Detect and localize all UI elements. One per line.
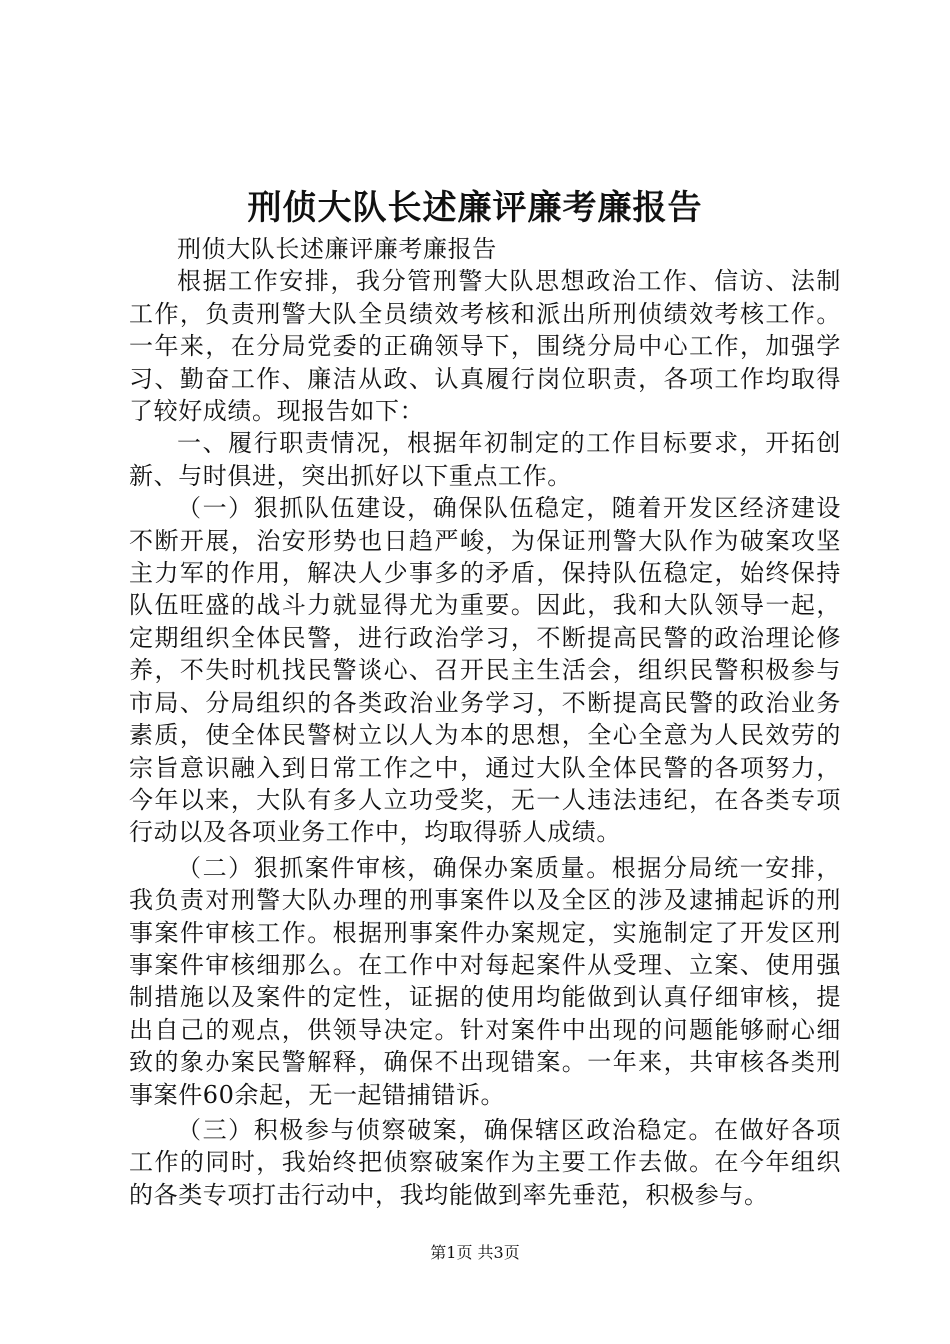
document-title: 刑侦大队长述廉评廉考廉报告	[247, 188, 703, 228]
paragraph-intro: 根据工作安排，我分管刑警大队思想政治工作、信访、法制工作，负责刑警大队全员绩效考核和派出所刑侦绩效考核工作。一年来，在分局党委的正确领导下，围绕分局中心工作，加强学习、勤奋工作、廉洁从政、认真履行岗位职责，各项工作均取得了较好成绩。现报告如下：	[129, 267, 841, 426]
paragraph-subtitle: 刑侦大队长述廉评廉考廉报告	[177, 235, 497, 263]
page-number-footer: 第1页 共3页	[430, 1243, 520, 1262]
paragraph-item-three: （三）积极参与侦察破案，确保辖区政治稳定。在做好各项工作的同时，我始终把侦察破案作为主要工作去做。在今年组织的各类专项打击行动中，我均能做到率先垂范，积极参与。	[129, 1115, 841, 1209]
paragraph-item-two: （二）狠抓案件审核，确保办案质量。根据分局统一安排，我负责对刑警大队办理的刑事案件以及全区的涉及逮捕起诉的刑事案件审核工作。根据刑事案件办案规定，实施制定了开发区刑事案件审核细那么。在工作中对每起案件从受理、立案、使用强制措施以及案件的定性，证据的使用均能做到认真仔细审核，提出自己的观点，供领导决定。针对案件中出现的问题能够耐心细致的象办案民警解释，确保不出现错案。一年来，共审核各类刑事案件60余起，无一起错捕错诉。	[129, 853, 841, 1109]
paragraph-item-one: （一）狠抓队伍建设，确保队伍稳定，随着开发区经济建设不断开展，治安形势也日趋严峻，为保证刑警大队作为破案攻坚主力军的作用，解决人少事多的矛盾，保持队伍稳定，始终保持队伍旺盛的战斗力就显得尤为重要。因此，我和大队领导一起，定期组织全体民警，进行政治学习，不断提高民警的政治理论修养，不失时机找民警谈心、召开民主生活会，组织民警积极参与市局、分局组织的各类政治业务学习，不断提高民警的政治业务素质，使全体民警树立以人为本的思想，全心全意为人民效劳的宗旨意识融入到日常工作之中，通过大队全体民警的各项努力，今年以来，大队有多人立功受奖，无一人违法违纪，在各类专项行动以及各项业务工作中，均取得骄人成绩。	[129, 494, 841, 847]
paragraph-section-one: 一、履行职责情况，根据年初制定的工作目标要求，开拓创新、与时俱进，突出抓好以下重点工作。	[129, 429, 841, 490]
document-body	[129, 233, 841, 1211]
